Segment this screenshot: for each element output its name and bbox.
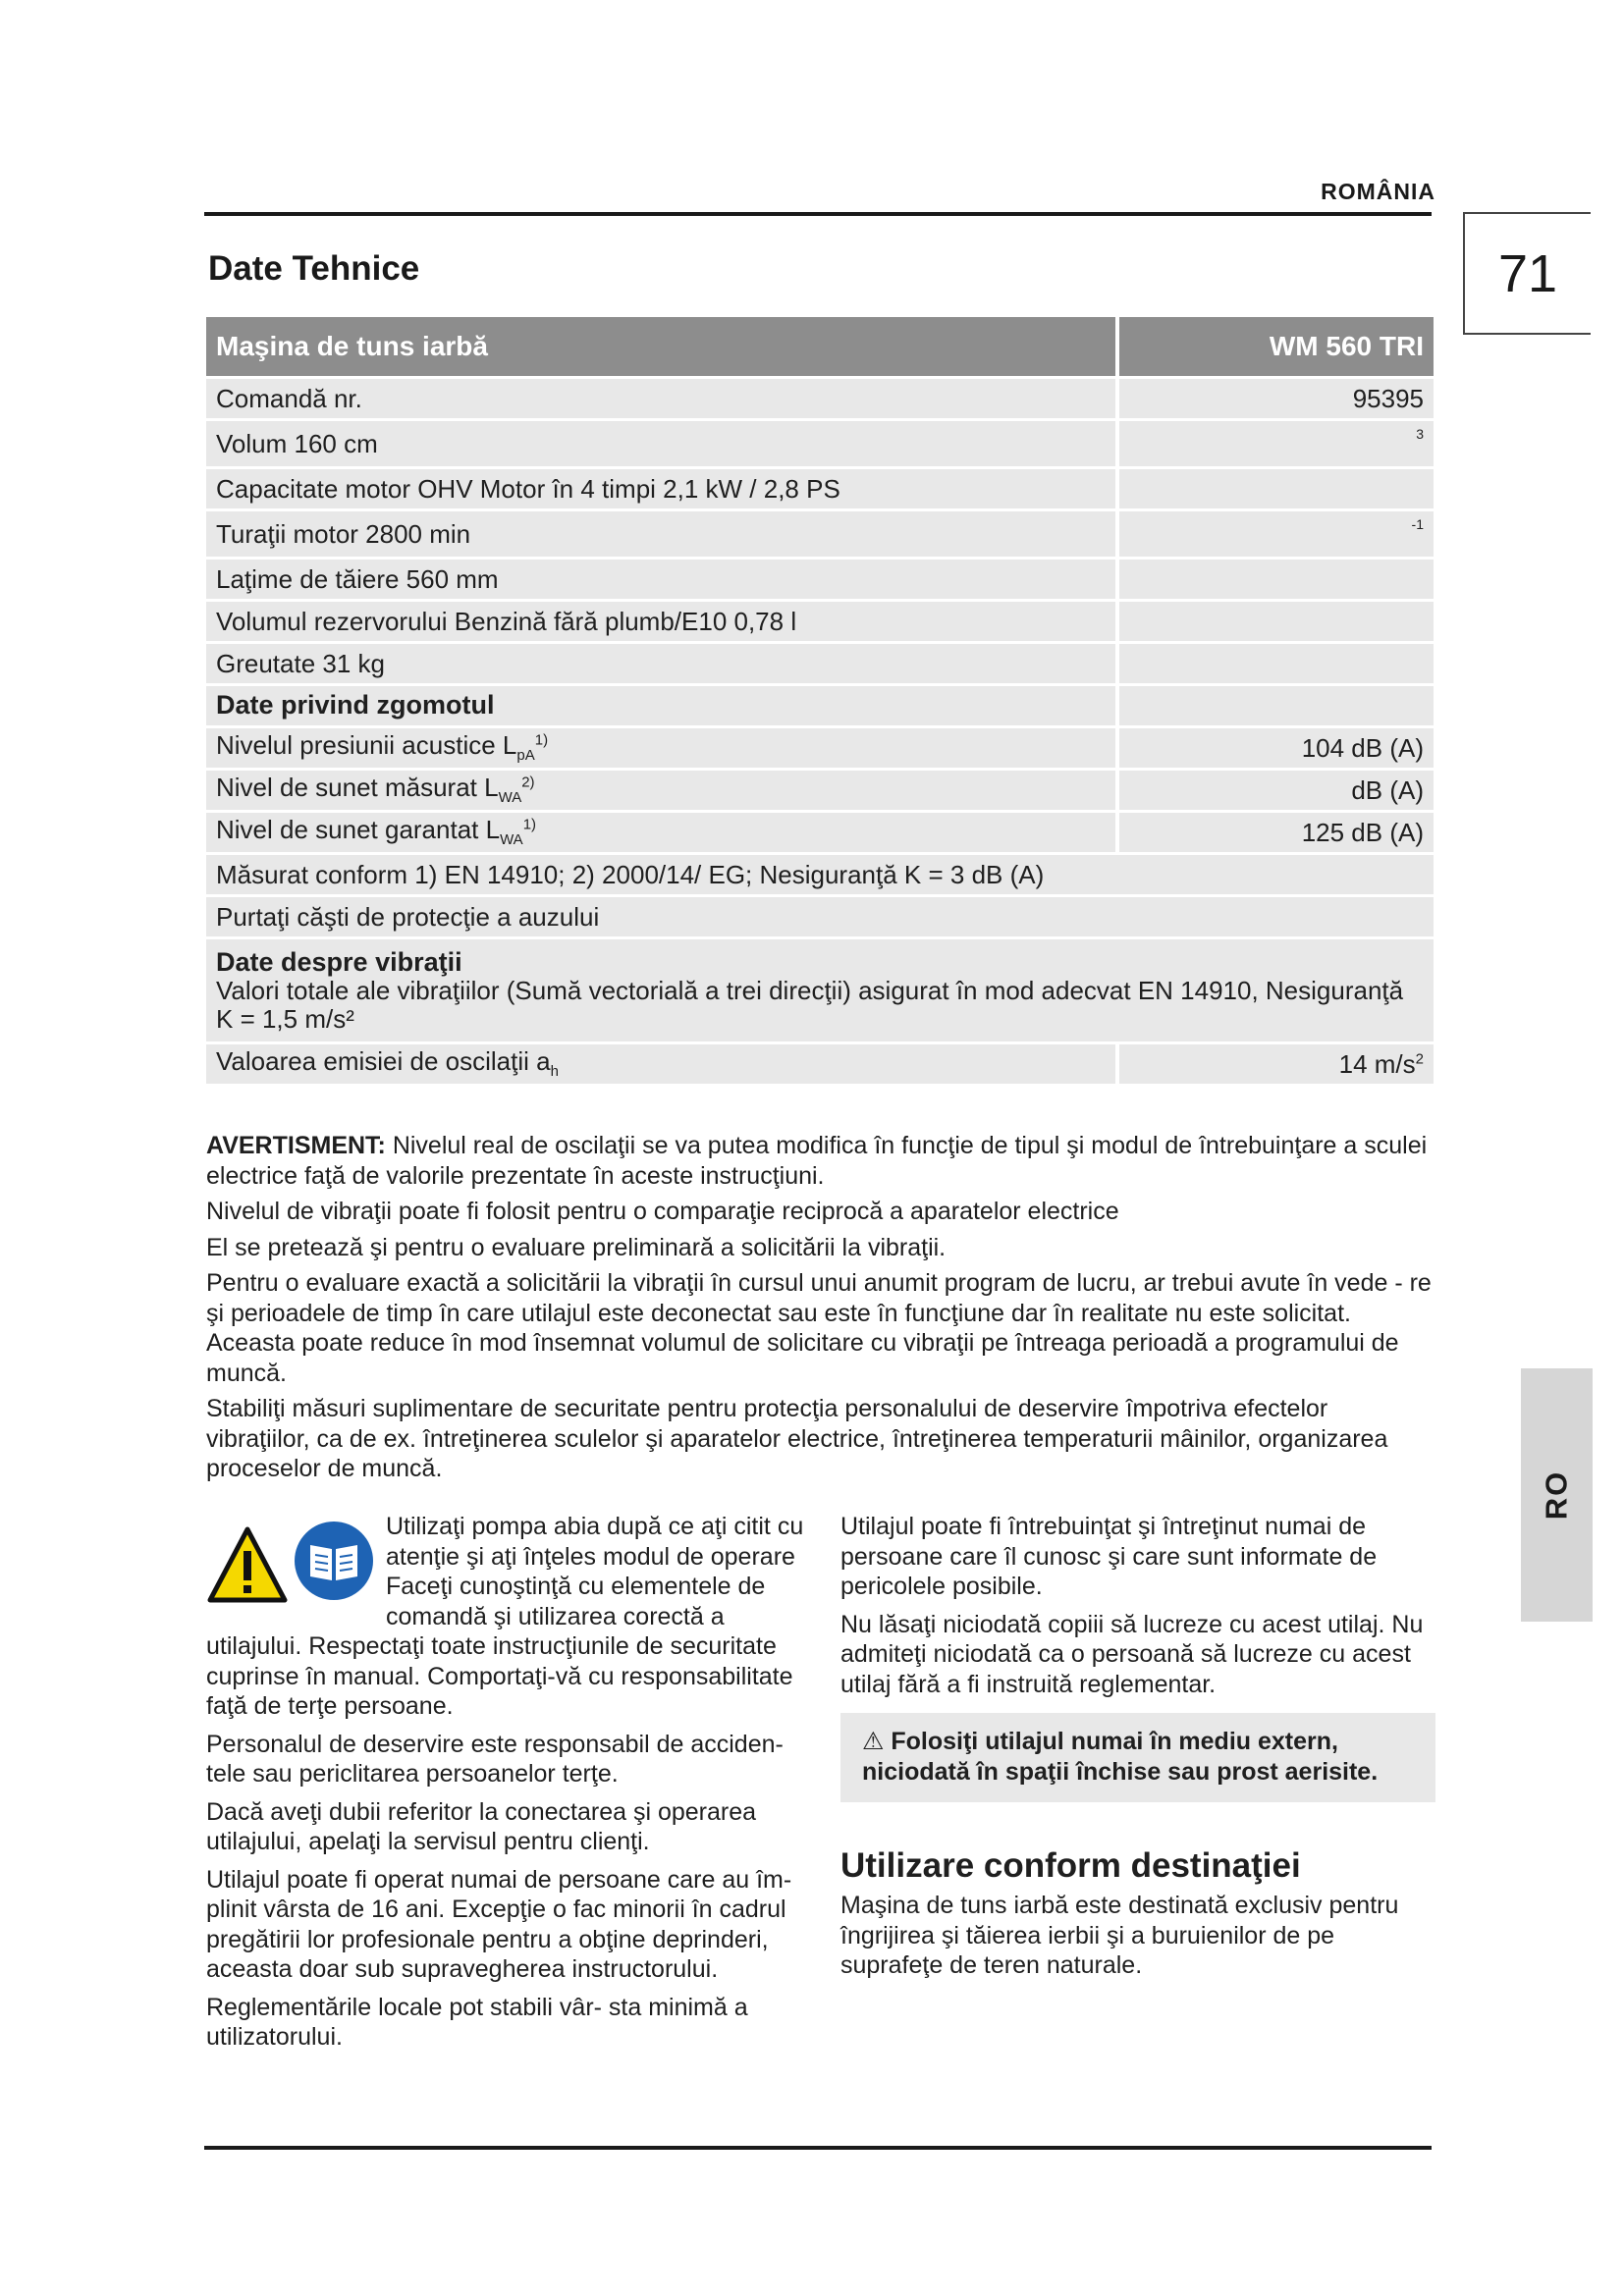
table-row xyxy=(206,602,1434,641)
warning-label: AVERTISMENT: xyxy=(206,1132,386,1159)
spec-vibration-block xyxy=(206,939,1434,1041)
language-tab-label: RO xyxy=(1539,1469,1574,1521)
vibration-description: Valori totale ale vibraţiilor (Sumă vectorială a trei direcţii) asigurat în mod adecvat EN 14910, Nesiguranţă K = 1,5 m/s² xyxy=(216,976,1404,1034)
page-number: 71 xyxy=(1463,212,1591,335)
spec-label-sup: 1) xyxy=(534,731,549,749)
spec-note-hearing: Purtaţi căşti de protecţie a auzului xyxy=(206,897,1434,936)
table-row xyxy=(206,469,1434,508)
table-row xyxy=(206,421,1434,466)
table-row xyxy=(206,379,1434,418)
left-paragraph: Dacă aveţi dubii referitor la conectarea şi operarea utilajului, apelaţi la servisul pentru clienţi. xyxy=(206,1797,757,1855)
right-column xyxy=(840,1512,1435,1989)
spec-table xyxy=(206,314,1434,1087)
spec-value: 3 xyxy=(1115,421,1434,466)
top-rule xyxy=(204,212,1432,216)
table-row xyxy=(206,813,1434,852)
spec-label-text: Nivel de sunet garantat L xyxy=(216,815,501,845)
warning-paragraph xyxy=(206,1131,1434,1191)
left-paragraph: Utilajul poate fi operat numai de persoane care au îm- plinit vârsta de 16 ani. Excepţie o fac minorii în cadrul pregătirii lor profesionale pentru a obţine deprinderi, aceasta doar sub supravegherea instructorului. xyxy=(206,1865,792,1983)
spec-label-sup: 2) xyxy=(521,774,535,791)
warning-small-icon: ⚠ xyxy=(862,1728,885,1755)
warning-text: Nivelul real de oscilaţii se va putea modifica în funcţie de tipul şi modul de întrebuinţare a sculei electrice faţă de valorile prezentate în aceste instrucţiuni. xyxy=(206,1132,1428,1190)
spec-label-sub: WA xyxy=(500,831,523,849)
spec-label: Turaţii motor 2800 min xyxy=(206,511,1115,557)
warning-triangle-icon xyxy=(206,1525,289,1604)
spec-label-sub: pA xyxy=(516,747,535,765)
left-column xyxy=(206,1512,807,2060)
left-paragraph: Personalul de deservire este responsabil de acciden- tele sau periclitarea persoanelor terţe. xyxy=(206,1730,784,1788)
section-heading-intended-use: Utilizare conform destinaţiei xyxy=(840,1845,1301,1885)
spec-label-sub: h xyxy=(550,1063,559,1081)
table-row xyxy=(206,897,1434,936)
table-row xyxy=(206,939,1434,1041)
spec-label xyxy=(206,1044,1115,1084)
table-row xyxy=(206,560,1434,599)
table-row xyxy=(206,855,1434,894)
table-row xyxy=(206,771,1434,810)
spec-label: Comandă nr. xyxy=(206,379,1115,418)
spec-value-text: 14 m/s xyxy=(1338,1048,1416,1079)
spec-label-sup: 1) xyxy=(522,816,537,833)
table-row xyxy=(206,1044,1434,1084)
outdoor-use-note-text: Folosiţi utilajul numai în mediu extern, niciodată în spaţii închise sau prost aerisite. xyxy=(862,1728,1379,1787)
spec-value xyxy=(1115,469,1434,508)
spec-head-label: Maşina de tuns iarbă xyxy=(206,317,1115,376)
spec-value: -1 xyxy=(1115,511,1434,557)
table-row xyxy=(206,686,1434,725)
bottom-rule xyxy=(204,2146,1432,2150)
language-tab xyxy=(1521,1368,1593,1622)
spec-label: Greutate 31 kg xyxy=(206,644,1115,683)
spec-label: Laţime de tăiere 560 mm xyxy=(206,560,1115,599)
section-heading-noise: Date privind zgomotul xyxy=(206,686,1115,725)
safety-icons xyxy=(206,1518,378,1606)
right-paragraph: Nu lăsaţi niciodată copiii să lucreze cu acest utilaj. Nu admiteţi niciodată ca o persoană să lucreze cu acest utilaj fără a fi instruită reglementar. xyxy=(840,1610,1424,1698)
spec-label: Capacitate motor OHV Motor în 4 timpi 2,1 kW / 2,8 PS xyxy=(206,469,1115,508)
section-heading-vibration: Date despre vibraţii xyxy=(216,946,462,977)
spec-value: 95395 xyxy=(1115,379,1434,418)
table-row xyxy=(206,644,1434,683)
page-title: Date Tehnice xyxy=(208,249,420,288)
spec-value xyxy=(1115,1044,1434,1084)
spec-label-text: Nivelul presiunii acustice L xyxy=(216,730,517,761)
spec-label xyxy=(206,813,1115,852)
warning-paragraph: Pentru o evaluare exactă a solicitării la vibraţii în cursul unui anumit program de lucru, ar trebui avute în vede - re şi perioadele de timp în care utilajul este deconectat sau este în funcţiune dar în realitate nu este solicitat. Aceasta poate reduce în mod însemnat volumul de solicitare cu vibraţii pe întreaga perioadă a programului de muncă. xyxy=(206,1269,1432,1387)
spec-value: 104 dB (A) xyxy=(1115,728,1434,768)
spec-value: 125 dB (A) xyxy=(1115,813,1434,852)
left-paragraph: Utilizaţi pompa abia după ce aţi citit cu atenţie şi aţi înţeles modul de operare Faceţi cunoştinţă cu elementele de comandă şi utilizarea corectă a utilajului. Respectaţi toate instrucţiunile de securitate cuprinse în manual. Comportaţi-vă cu responsabilitate faţă de terţe persoane. xyxy=(206,1513,804,1720)
right-paragraph: Utilajul poate fi întrebuinţat şi întreţinut numai de persoane care îl cunosc şi care sunt informate de pericolele posibile. xyxy=(840,1513,1378,1600)
read-manual-icon xyxy=(293,1520,375,1602)
spec-label-text: Valoarea emisiei de oscilaţii a xyxy=(216,1046,551,1077)
table-row xyxy=(206,728,1434,768)
spec-label-text: Nivel de sunet măsurat L xyxy=(216,773,499,803)
left-paragraph: Reglementările locale pot stabili vâr- sta minimă a utilizatorului. xyxy=(206,1993,748,2051)
spec-value xyxy=(1115,560,1434,599)
spec-value xyxy=(1115,602,1434,641)
warning-paragraph: Nivelul de vibraţii poate fi folosit pentru o comparaţie reciprocă a aparatelor electrice xyxy=(206,1198,1119,1225)
spec-label xyxy=(206,728,1115,768)
spec-table-head xyxy=(206,317,1434,376)
spec-head-value: WM 560 TRI xyxy=(1115,317,1434,376)
right-paragraph: Maşina de tuns iarbă este destinată exclusiv pentru îngrijirea şi tăierea ierbii şi a buruienilor de pe suprafeţe de teren naturale. xyxy=(840,1892,1399,1980)
spec-value: dB (A) xyxy=(1115,771,1434,810)
country-label: ROMÂNIA xyxy=(1321,179,1435,204)
table-row xyxy=(206,511,1434,557)
outdoor-use-note xyxy=(840,1713,1435,1802)
spec-label xyxy=(206,771,1115,810)
warning-paragraph: El se pretează şi pentru o evaluare preliminară a solicitării la vibraţii. xyxy=(206,1233,947,1261)
spec-label-sub: WA xyxy=(498,789,522,807)
warning-paragraph: Stabiliţi măsuri suplimentare de securitate pentru protecţia personalului de deservire împotriva efectelor vibraţiilor, ca de ex. întreţinerea sculelor şi aparatelor electrice, întreţinerea temperaturii mâinilor, organizarea proceselor de muncă. xyxy=(206,1395,1388,1482)
spec-value xyxy=(1115,686,1434,725)
spec-note-measured: Măsurat conform 1) EN 14910; 2) 2000/14/ EG; Nesiguranţă K = 3 dB (A) xyxy=(206,855,1434,894)
warning-block xyxy=(206,1131,1434,1490)
spec-value xyxy=(1115,644,1434,683)
spec-value-sup: 2 xyxy=(1415,1050,1424,1068)
spec-label: Volumul rezervorului Benzină fără plumb/E10 0,78 l xyxy=(206,602,1115,641)
spec-label: Volum 160 cm xyxy=(206,421,1115,466)
